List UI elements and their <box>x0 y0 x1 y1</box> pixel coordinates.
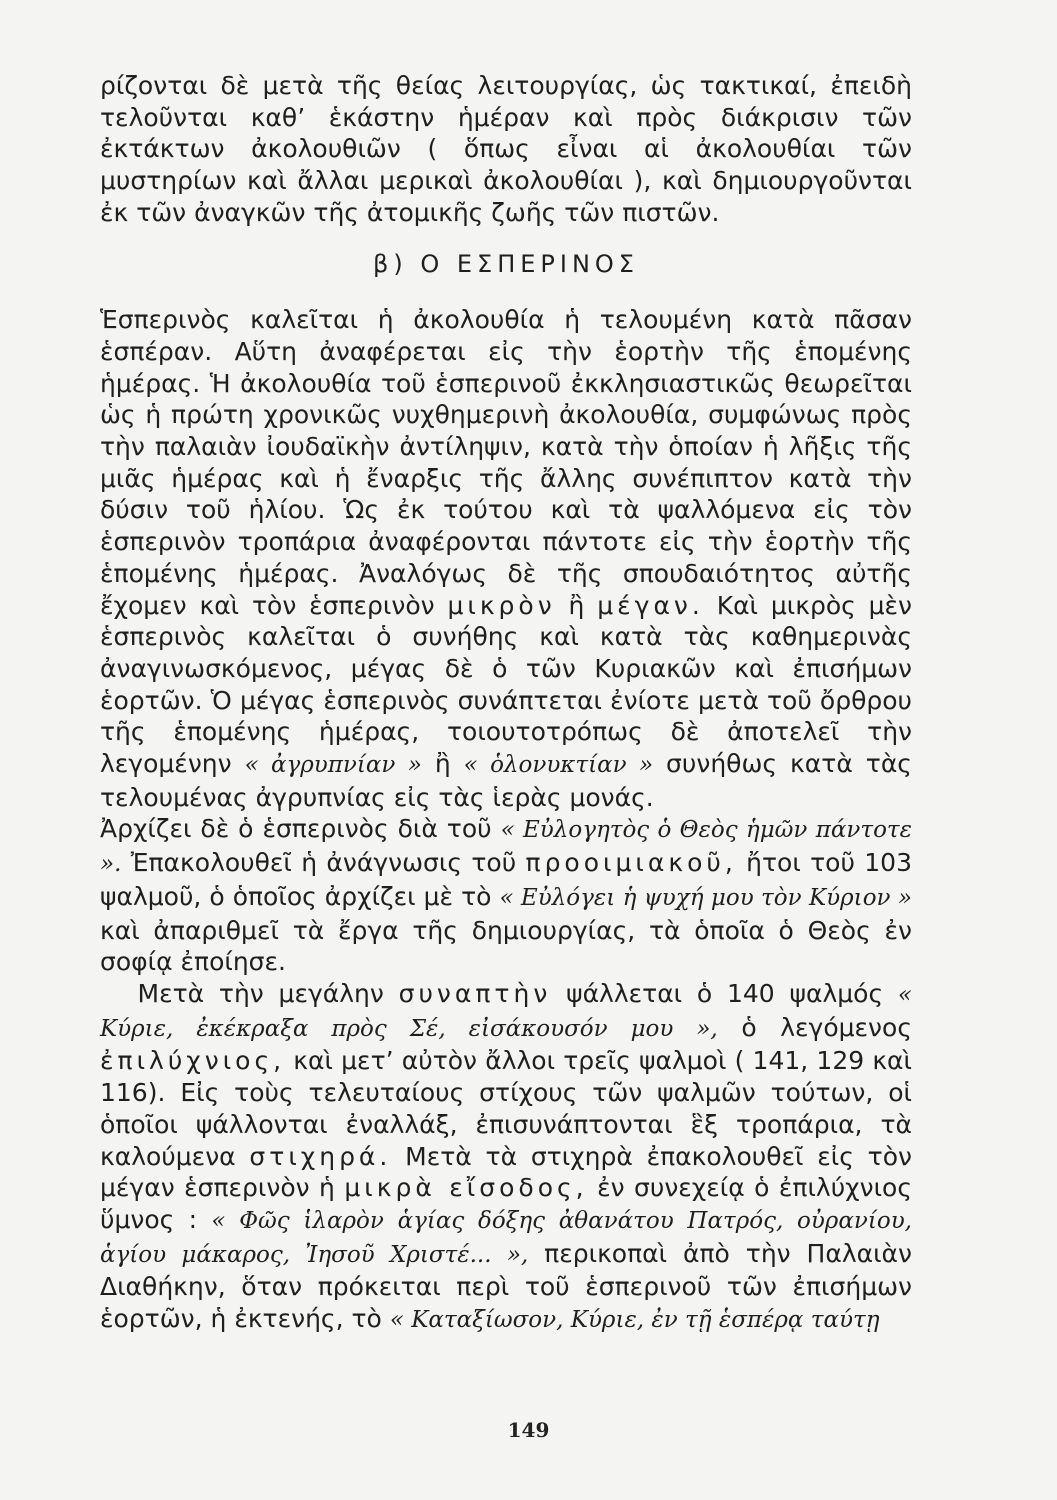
paragraph-text: καὶ ἀπαριθμεῖ τὰ ἔργα τῆς δημιουργίας, τὰ ὁποῖα ὁ Θεὸς ἐν σοφίᾳ ἐποίησε. <box>100 915 912 977</box>
paragraph-text: Μετὰ τὴν μεγάλην <box>137 978 384 1008</box>
emphasis-term: στιχηρά. <box>249 1141 392 1171</box>
paragraph-text: Ἐπακολουθεῖ ἡ ἀνάγνωσις τοῦ <box>130 848 517 878</box>
emphasis-term: μικρὰ εἴσοδος, <box>344 1173 588 1203</box>
paragraph-after-litany <box>100 978 912 1337</box>
quoted-term: « ἀγρυπνίαν » <box>244 752 422 779</box>
paragraph-text: Μετὰ τὰ στιχηρὰ ἐπακολουθεῖ εἰς τὸν μέγαν ἑσπερινὸν ἡ <box>100 1141 912 1203</box>
paragraph-text: Ἀρχίζει δὲ ὁ ἑσπερινὸς διὰ τοῦ <box>100 814 492 844</box>
section-heading: β) Ο ΕΣΠΕΡΙΝΟΣ <box>373 249 639 278</box>
emphasis-term: μικρὸν <box>447 590 556 620</box>
paragraph-text: Ἑσπερινὸς καλεῖται ἡ ἀκολουθία ἡ τελουμένη κατὰ πᾶσαν ἑσπέραν. Αὕτη ἀναφέρεται εἰς τὴν ἑορτὴν τῆς ἑπομένης ἡμέρας. Ἡ ἀκολουθία τοῦ ἑσπερινοῦ ἐκκλησιαστικῶς θεωρεῖται ὡς ἡ πρώτη χρονικῶς νυχθημερινὴ ἀκολουθία, συμφώνως πρὸς τὴν παλαιὰν ἰουδαϊκὴν ἀντίληψιν, κατὰ τὴν ὁποίαν ἡ λῆξις τῆς μιᾶς ἡμέρας καὶ ἡ ἔναρξις τῆς ἄλλης συνέπιπτον κατὰ τὴν δύσιν τοῦ ἡλίου. Ὡς ἐκ τούτου καὶ τὰ ψαλλόμενα εἰς τὸν ἑσπερινὸν τροπάρια ἀναφέρονται πάντοτε εἰς τὴν ἑορτὴν τῆς ἑπομένης ἡμέρας. Ἀναλόγως δὲ τῆς σπουδαιότητος αὐτῆς ἔχομεν καὶ τὸν ἑσπερινὸν <box>100 305 912 620</box>
emphasis-term: προοιμιακοῦ, <box>525 848 737 878</box>
emphasis-term: μέγαν. <box>597 590 704 620</box>
paragraph-text: ὁ λεγόμενος <box>741 1012 912 1042</box>
emphasis-term: συναπτὴν <box>398 978 552 1008</box>
quoted-text: « Καταξίωσον, Κύριε, ἐν τῇ ἑσπέρᾳ ταύτῃ <box>389 1307 880 1334</box>
quoted-text: « Εὐλογητὸς ὁ Θεὸς ἡμῶν πάντοτε ». <box>100 817 913 878</box>
paragraph-text: Καὶ μικρὸς μὲν ἑσπερινὸς καλεῖται ὁ συνήθης καὶ κατὰ τὰς καθημερινὰς ἀναγινωσκόμενος, μέγας δὲ ὁ τῶν Κυριακῶν καὶ ἐπισήμων ἑορτῶν. Ὁ μέγας ἑσπερινὸς συνάπτεται ἐνίοτε μετὰ τοῦ ὄρθρου τῆς ἑπομένης ἡμέρας, τοιουτοτρόπως δὲ ἀποτελεῖ τὴν λεγομένην <box>100 590 913 779</box>
paragraph-text: περικοπαὶ ἀπὸ τὴν Παλαιὰν Διαθήκην, ὅταν πρόκειται περὶ τοῦ ἑσπερινοῦ τῶν ἐπισήμων ἑορτῶν, ἡ ἐκτενής, τὸ <box>100 1238 913 1334</box>
body-text <box>100 70 912 1337</box>
emphasis-term: ἐπιλύχνιος, <box>100 1046 286 1076</box>
paragraph-hesperinos-definition <box>100 304 912 813</box>
paragraph-text: ἢ <box>568 590 585 620</box>
page-number: 149 <box>507 1418 550 1442</box>
paragraph-text: ρίζονται δὲ μετὰ τῆς θείας λειτουργίας, ὡς τακτικαί, ἐπειδὴ τελοῦνται καθ’ ἑκάστην ἡμέραν καὶ πρὸς διάκρισιν τῶν ἐκτάκτων ἀκολουθιῶν ( ὅπως εἶναι αἱ ἀκολουθίαι τῶν μυστηρίων καὶ ἄλλαι μερικαὶ ἀκολουθίαι ), καὶ δημιουργοῦνται ἐκ τῶν ἀναγκῶν τῆς ἀτομικῆς ζωῆς τῶν πιστῶν. <box>100 71 912 227</box>
quoted-text: « Κύριε, ἐκέκραξα πρὸς Σέ, εἰσάκουσόν μου », <box>100 981 912 1042</box>
paragraph-text: ἐν συνεχείᾳ ὁ ἐπιλύχνιος ὕμνος : <box>100 1173 913 1234</box>
quoted-text: « Εὐλόγει ἡ ψυχή μου τὸν Κύριον » <box>499 884 912 911</box>
paragraph-text: ἢ <box>434 749 451 779</box>
quoted-term: « ὁλονυκτίαν » <box>463 752 654 779</box>
paragraph-continuation <box>100 70 912 229</box>
paragraph-text: ψάλλεται ὁ 140 ψαλμός <box>566 978 884 1008</box>
paragraph-text: καὶ μετ’ αὐτὸν ἄλλοι τρεῖς ψαλμοὶ ( 141, 129 καὶ 116). Εἰς τοὺς τελευταίους στίχους τῶν ψαλμῶν τούτων, οἱ ὁποῖοι ψάλλονται ἐναλλάξ, ἐπισυνάπτονται ἓξ τροπάρια, τὰ καλούμενα <box>100 1046 912 1171</box>
paragraph-text: συνήθως κατὰ τὰς τελουμένας ἀγρυπνίας εἰς τὰς ἱερὰς μονάς. <box>100 749 912 812</box>
paragraph-beginning <box>100 813 912 978</box>
quoted-text: « Φῶς ἱλαρὸν ἁγίας δόξης ἀθανάτου Πατρός, οὐρανίου, ἁγίου μάκαρος, Ἰησοῦ Χριστέ... », <box>100 1207 912 1268</box>
paragraph-text: ἤτοι τοῦ 103 ψαλμοῦ, ὁ ὁποῖος ἀρχίζει μὲ τὸ <box>100 848 912 911</box>
